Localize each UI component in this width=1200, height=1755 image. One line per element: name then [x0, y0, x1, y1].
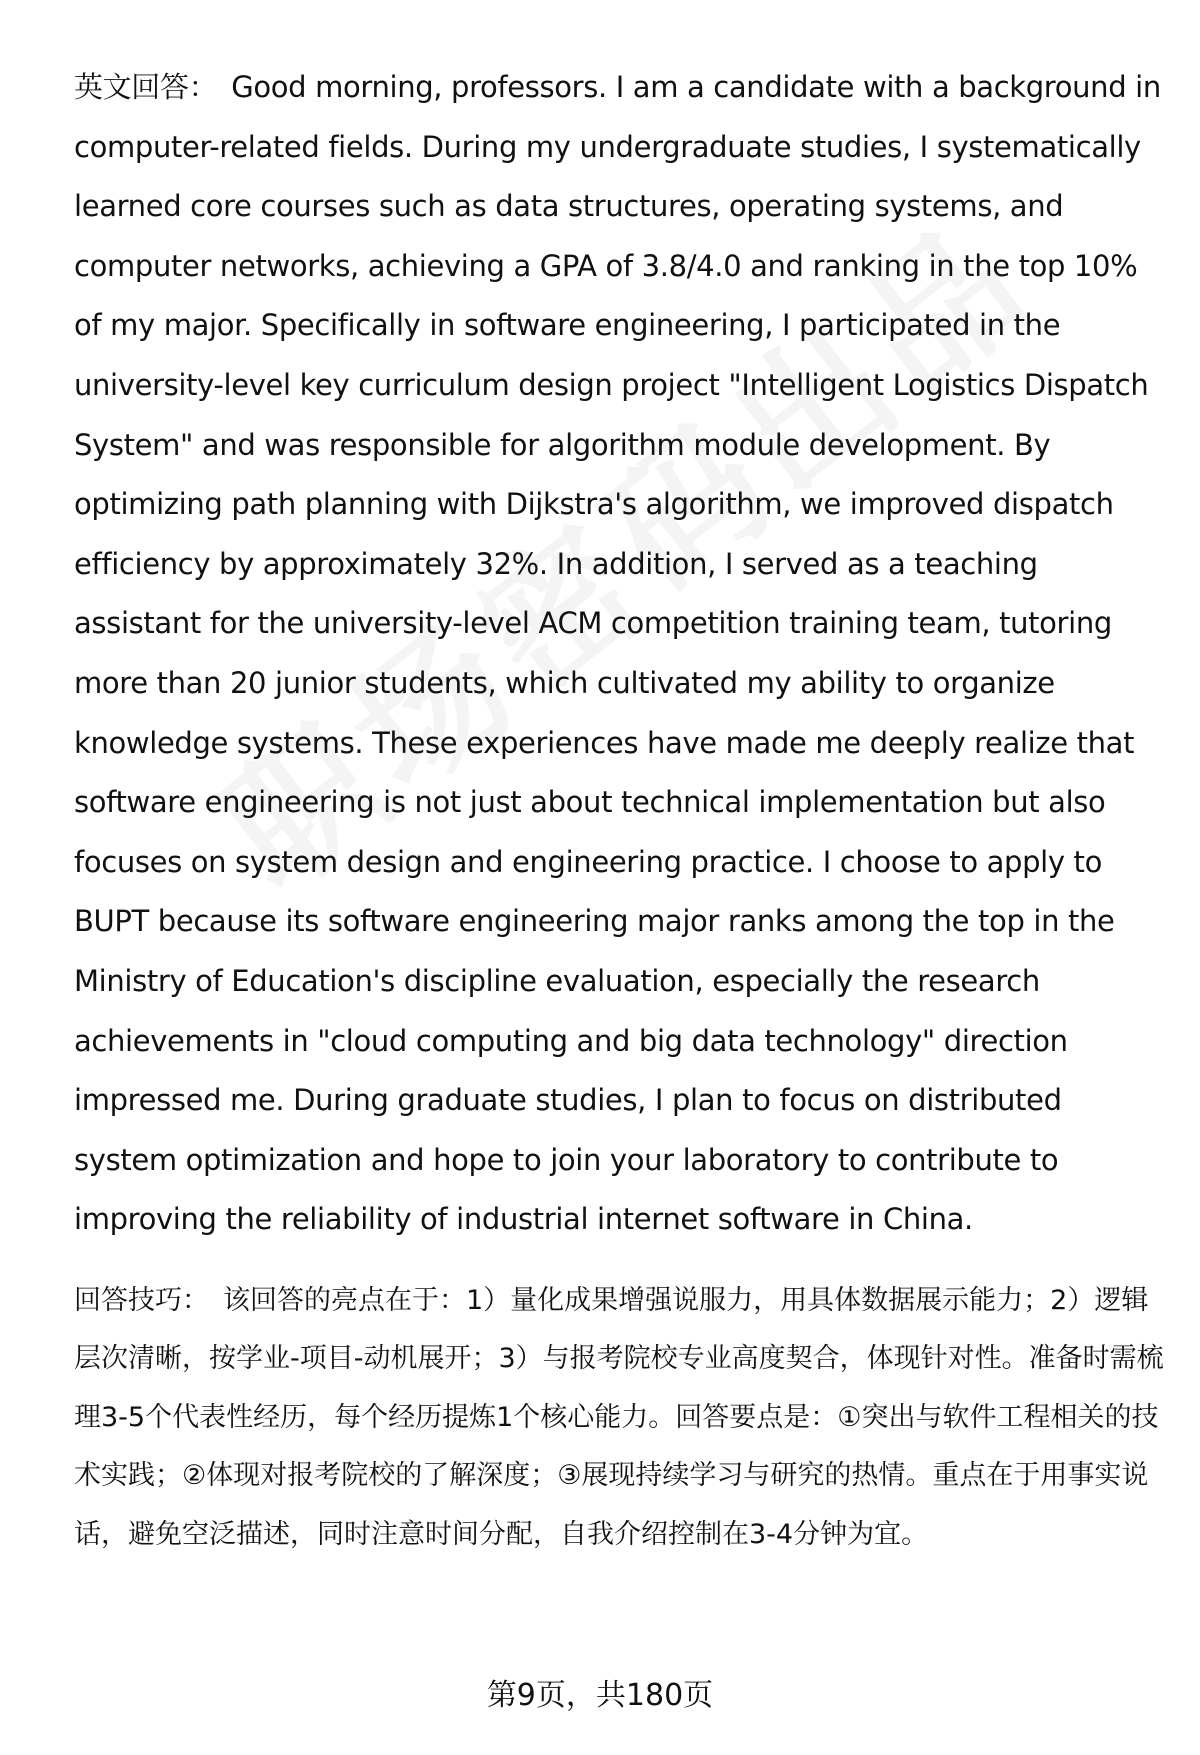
content-area — [74, 58, 1164, 1564]
answer-tips-paragraph — [74, 1272, 1164, 1565]
english-answer-label: 英文回答： — [74, 70, 218, 104]
answer-tips-text: 该回答的亮点在于：1）量化成果增强说服力，用具体数据展示能力；2）逻辑层次清晰，按学业-项目-动机展开；3）与报考院校专业高度契合，体现针对性。准备时需梳理3-5个代表性经历，每个经历提炼1个核心能力。回答要点是：①突出与软件工程相关的技术实践；②体现对报考院校的了解深度；③展现持续学习与研究的热情。重点在于用事实说话，避免空泛描述，同时注意时间分配，自我介绍控制在3-4分钟为宜。 — [74, 1284, 1164, 1550]
answer-tips-label: 回答技巧： — [74, 1284, 209, 1316]
english-answer-text: Good morning, professors. I am a candidate with a background in computer-related fields. During my undergraduate studies, I systematically learned core courses such as data structures, operating systems, and computer networks, achieving a GPA of 3.8/4.0 and ranking in the top 10% of my major. Specifically in software engineering, I participated in the university-level key curriculum design project "Intelligent Logistics Dispatch System" and was responsible for algorithm module development. By optimizing path planning with Dijkstra's algorithm, we improved dispatch efficiency by approximately 32%. In addition, I served as a teaching assistant for the university-level ACM competition training team, tutoring more than 20 junior students, which cultivated my ability to organize knowledge systems. These experiences have made me deeply realize that software engineering is not just about technical implementation but also focuses on system design and engineering practice. I choose to apply to BUPT because its software engineering major ranks among the top in the Ministry of Education's discipline evaluation, especially the research achievements in "cloud computing and big data technology" direction impressed me. During graduate studies, I plan to focus on distributed system optimization and hope to join your laboratory to contribute to improving the reliability of industrial internet software in China. — [74, 70, 1161, 1237]
page-number-footer: 第9页，共180页 — [486, 1678, 714, 1713]
english-answer-paragraph — [74, 58, 1164, 1250]
